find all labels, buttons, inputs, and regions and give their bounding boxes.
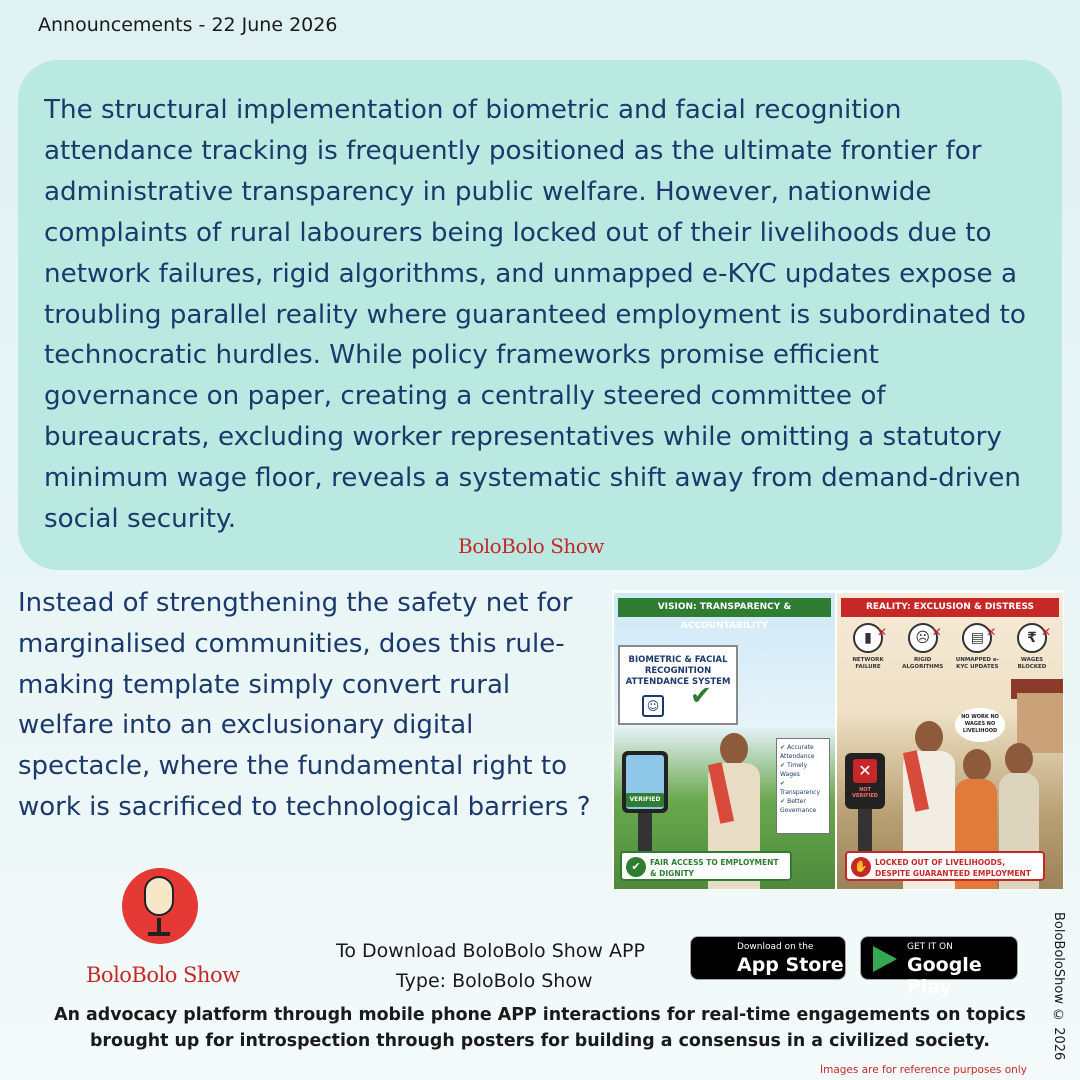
announcement-date: Announcements - 22 June 2026	[38, 14, 338, 36]
bolobolo-logo	[120, 866, 200, 956]
google-play-small-label: GET IT ON	[907, 942, 953, 952]
infographic-image	[612, 590, 1064, 890]
checklist-item: ✔ Timely Wages	[780, 761, 826, 779]
download-instruction: To Download BoloBolo Show APP	[336, 940, 645, 962]
cross-icon: ✕	[853, 759, 877, 783]
microphone-icon	[144, 876, 174, 916]
google-play-button[interactable]	[860, 936, 1018, 998]
speech-bubble: NO WORK NO WAGES NO LIVELIHOOD	[955, 708, 1005, 742]
ekyc-issue: ▤ ✕ UNMAPPED e-KYC UPDATES	[955, 625, 999, 670]
checklist-item: ✔ Better Governance	[780, 797, 826, 815]
sign-text: BIOMETRIC & FACIAL RECOGNITION ATTENDANCE SYSTEM	[625, 655, 731, 687]
face-scan-icon: ☺	[642, 695, 664, 717]
vision-caption	[620, 851, 792, 881]
attendance-sign	[618, 645, 738, 725]
question-text: Instead of strengthening the safety net for marginalised communities, does this rule-making template simply convert rural welfare into an exclusionary digital spectacle, where the fundamental right to work is sacrificed to technological barriers ?	[18, 588, 591, 822]
stop-hand-icon: ✋	[851, 857, 871, 877]
verified-label: VERIFIED	[626, 793, 664, 807]
checklist-item: ✔ Accurate Attendance	[780, 743, 826, 761]
google-play-label: Google Play	[907, 954, 982, 998]
signal-icon: ▮ ✕	[853, 623, 883, 653]
reality-caption	[845, 851, 1045, 881]
logo-name: BoloBolo Show	[86, 963, 240, 987]
main-text-card	[18, 60, 1062, 570]
vision-panel	[614, 593, 835, 889]
reality-caption-text: LOCKED OUT OF LIVELIHOODS, DESPITE GUARANTEED EMPLOYMENT	[875, 858, 1031, 878]
download-search-hint: Type: BoloBolo Show	[396, 970, 593, 992]
watermark: BoloBolo Show	[458, 534, 604, 558]
check-icon: ✔	[690, 681, 712, 711]
disclaimer: Images are for reference purposes only	[820, 1064, 1027, 1076]
rupee-icon: ₹ ✕	[1017, 623, 1047, 653]
checklist-item: ✔ Transparency	[780, 779, 826, 797]
vision-caption-text: FAIR ACCESS TO EMPLOYMENT & DIGNITY	[650, 858, 779, 878]
app-store-button[interactable]	[690, 936, 846, 980]
platform-description: An advocacy platform through mobile phone APP interactions for real-time engagements on topics brought up for introspection through posters for building a consensus in a civilized society.	[54, 1005, 1026, 1051]
google-play-icon	[873, 946, 897, 972]
wages-blocked-issue: ₹ ✕ WAGES BLOCKED	[1017, 625, 1051, 670]
reality-banner: REALITY: EXCLUSION & DISTRESS	[841, 598, 1059, 617]
not-verified-label: NOT VERIFIED	[852, 787, 878, 799]
vision-banner: VISION: TRANSPARENCY & ACCOUNTABILITY	[618, 598, 831, 617]
face-icon: ☹ ✕	[908, 623, 938, 653]
benefits-checklist	[776, 738, 830, 834]
reality-panel	[837, 593, 1063, 889]
network-failure-issue: ▮ ✕ NETWORK FAILURE	[852, 625, 887, 670]
document-icon: ▤ ✕	[962, 623, 992, 653]
issue-icons	[843, 623, 1057, 671]
rigid-algorithms-issue: ☹ ✕ RIGID ALGORITHMS	[902, 625, 944, 670]
app-store-label: App Store	[737, 954, 844, 976]
copyright: BoloBoloShow © 2026	[1051, 912, 1066, 1061]
app-store-small-label: Download on the	[737, 942, 814, 952]
main-paragraph: The structural implementation of biometric and facial recognition attendance tracking is frequently positioned as the ultimate frontier for administrative transparency in public welfare. However, nationwide complaints of rural labourers being locked out of their livelihoods due to network failures, rigid algorithms, and unmapped e-KYC updates expose a troubling parallel reality where guaranteed employment is subordinated to technocratic hurdles. While policy frameworks promise efficient governance on paper, creating a centrally steered committee of bureaucrats, excluding worker representatives while omitting a statutory minimum wage floor, reveals a systematic shift away from demand-driven social security.	[44, 95, 1026, 535]
check-circle-icon: ✔	[626, 857, 646, 877]
